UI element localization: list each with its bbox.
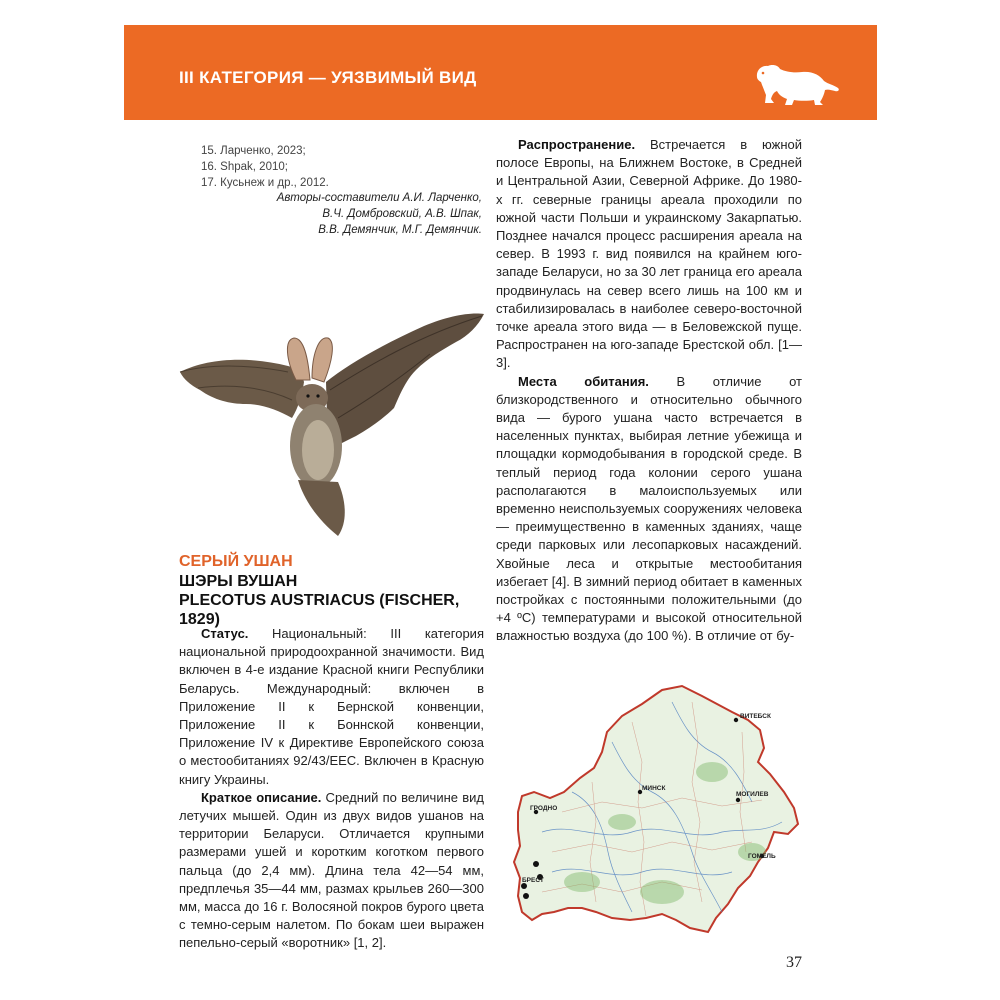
category-title: III КАТЕГОРИЯ — УЯЗВИМЫЙ ВИД <box>179 68 477 87</box>
reference-item: 15. Ларченко, 2023; <box>201 145 306 157</box>
species-name-latin: PLECOTUS AUSTRIACUS (FISCHER, 1829) <box>179 592 460 628</box>
authors-block <box>250 190 482 238</box>
authors-line: Авторы-составители А.И. Ларченко, <box>276 192 482 204</box>
species-names <box>179 552 499 629</box>
mustelid-silhouette-icon <box>752 55 842 113</box>
left-column <box>179 625 484 953</box>
description-text: Средний по величине вид летучих мышей. Один из двух видов ушанов на территории Беларуси. Отличается крупными размерами ушей и коротким коготком первого пальца (до 2,4 мм). Длина тела 42—54 мм, предплечья 35—44 мм, размах крыльев 260—300 мм, масса до 16 г. Волосяной покров бурого цвета с темно-серым налетом. По бокам шеи выражен пепельно-серый «воротник» [1, 2]. <box>179 789 484 951</box>
distribution-map <box>512 682 802 937</box>
references-list <box>201 143 329 191</box>
city-label-vitebsk: ВИТЕБСК <box>740 713 771 720</box>
distribution-paragraph <box>496 136 802 373</box>
species-name-ru: СЕРЫЙ УШАН <box>179 553 293 570</box>
city-label-brest: БРЕСТ <box>522 877 544 884</box>
description-paragraph <box>179 789 484 953</box>
status-heading: Статус. <box>201 626 249 641</box>
city-label-grodno: ГРОДНО <box>530 805 558 812</box>
bat-illustration <box>178 300 488 540</box>
habitats-text: В отличие от близкородственного и относительно обычного вида — бурого ушана часто встречается в населенных пунктах, выбирая летние убежища и площадки кормодобывания в городской среде. В теплый период года колонии серого ушана располагаются в малоиспользуемых или временно неиспользуемых сооружениях человека — преимущественно в каменных зданиях, чаще среди парковых или лесопарковых насаждений. Хвойные леса и открытые местообитания избегает [4]. В зимний период обитает в каменных постройках с постоянными положительными (до +4 ºС) температурами и высокой относительной влажностью воздуха (до 100 %). В отличие от бу- <box>496 373 802 644</box>
status-text: Национальный: III категория национальной природоохранной значимости. Вид включен в 4-е издание Красной книги Республики Беларусь. Международный: включен в Приложение II к Бернской конвенции, Приложение II к Боннской конвенции, Приложение IV к Директиве Европейского союза о местообитаниях 92/43/ЕЕС. Включен в Красную книгу Украины. <box>179 626 484 787</box>
habitats-paragraph <box>496 373 802 646</box>
city-label-mogilev: МОГИЛЕВ <box>736 791 769 798</box>
city-label-gomel: ГОМЕЛЬ <box>748 853 776 860</box>
distribution-text: Встречается в южной полосе Европы, на Ближнем Востоке, в Средней и Центральной Азии, Северной Африке. До 1980-х гг. северные границы ареала проходили по южной части Польши и украинскому Закарпатью. Позднее начался процесс расширения ареала на север. В 1993 г. вид появился на крайнем юго-западе Беларуси, но за 30 лет граница его ареала продвинулась на север всего лишь на 100 км и стабилизировалась в наиболее северо-восточной точке ареала этого вида — в Беловежской пуще. Распространен на юго-западе Брестской обл. [1—3]. <box>496 137 802 371</box>
page-number: 37 <box>786 954 802 971</box>
category-banner <box>124 25 877 120</box>
reference-item: 16. Shpak, 2010; <box>201 161 288 173</box>
species-name-by: ШЭРЫ ВУШАН <box>179 573 298 590</box>
status-paragraph <box>179 625 484 789</box>
city-label-minsk: МИНСК <box>642 785 666 792</box>
authors-line: В.Ч. Домбровский, А.В. Шпак, <box>322 208 482 220</box>
authors-line: В.В. Демянчик, М.Г. Демянчик. <box>318 224 482 236</box>
habitats-heading: Места обитания. <box>518 373 649 389</box>
distribution-heading: Распространение. <box>518 137 636 152</box>
right-column <box>496 136 802 646</box>
reference-item: 17. Кусьнеж и др., 2012. <box>201 177 329 189</box>
description-heading: Краткое описание. <box>201 789 322 805</box>
